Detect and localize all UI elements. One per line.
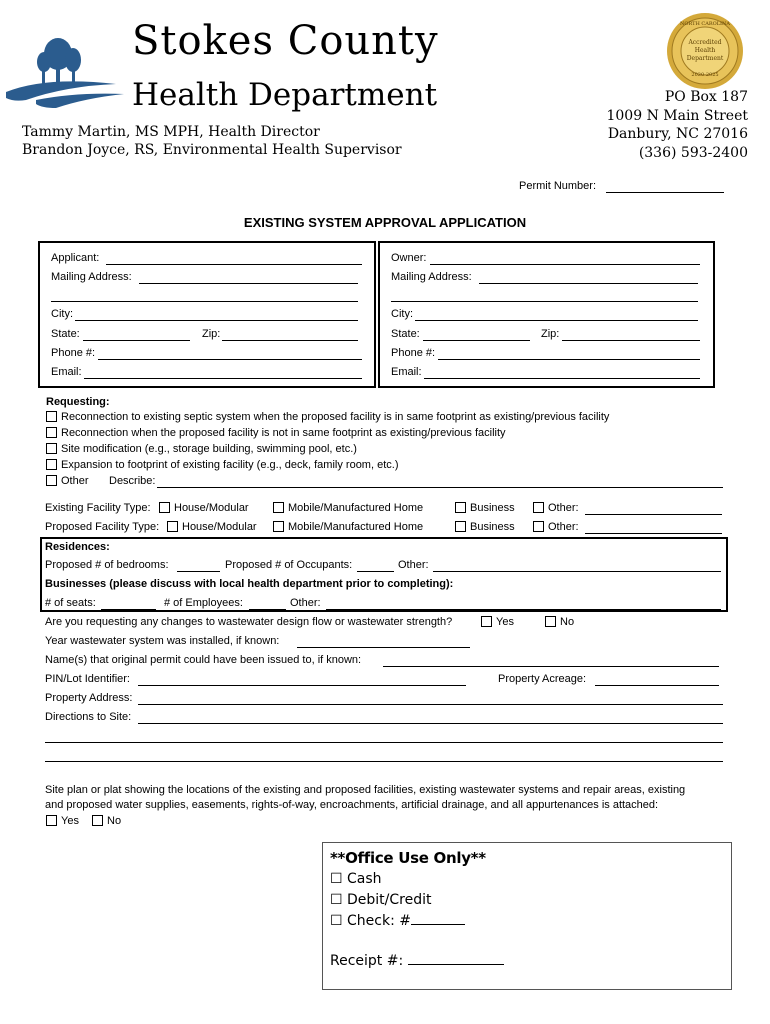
address-po-box: PO Box 187 [664,89,748,105]
request-option-4-checkbox[interactable] [46,459,57,470]
org-name-line1: Stokes County [132,18,439,64]
request-other-checkbox[interactable] [46,475,57,486]
applicant-email-field[interactable] [84,378,362,379]
owner-city-field[interactable] [415,320,698,321]
request-option-4-label: Expansion to footprint of existing facility (e.g., deck, family room, etc.) [61,459,399,471]
check-number-field[interactable] [411,914,465,925]
describe-label: Describe: [109,475,156,487]
applicant-mailing-field[interactable] [139,283,358,284]
cash-label: Cash [347,871,382,887]
check-checkbox[interactable]: ☐ [330,913,343,929]
debit-label: Debit/Credit [347,892,432,908]
employees-field[interactable] [249,609,286,610]
changes-no-label: No [560,616,575,628]
occupants-label: Proposed # of Occupants: [225,559,353,571]
owner-mailing-field[interactable] [479,283,698,284]
address-city: Danbury, NC 27016 [607,126,748,142]
applicant-email-label: Email: [51,366,82,378]
request-option-3-checkbox[interactable] [46,443,57,454]
existing-other-field[interactable] [585,514,722,515]
employees-label: # of Employees: [164,597,243,609]
request-option-1-checkbox[interactable] [46,411,57,422]
residences-other-field[interactable] [433,571,721,572]
seats-label: # of seats: [45,597,96,609]
cash-checkbox[interactable]: ☐ [330,871,343,887]
org-name-line2: Health Department [132,77,438,113]
health-department-logo [6,36,124,108]
site-plan-text-2: and proposed water supplies, easements, rights-of-way, encroachments, artificial drainage, and all appurtenances is attached: [45,799,659,811]
pin-field[interactable] [138,685,466,686]
applicant-phone-label: Phone #: [51,347,96,359]
existing-house-checkbox[interactable] [159,502,170,513]
describe-field[interactable] [157,487,723,488]
year-installed-field[interactable] [297,647,470,648]
owner-phone-field[interactable] [438,359,700,360]
bedrooms-label: Proposed # of bedrooms: [45,559,169,571]
owner-email-label: Email: [391,366,422,378]
proposed-house-label: House/Modular [182,521,257,533]
receipt-label: Receipt #: [330,953,404,969]
directions-label: Directions to Site: [45,711,132,723]
permit-number-field[interactable] [606,192,724,193]
site-plan-no-checkbox[interactable] [92,815,103,826]
proposed-business-checkbox[interactable] [455,521,466,532]
applicant-field[interactable] [106,264,362,265]
address-phone: (336) 593-2400 [638,144,748,161]
existing-other-label: Other: [548,502,579,514]
form-title: EXISTING SYSTEM APPROVAL APPLICATION [243,215,527,230]
occupants-field[interactable] [357,571,394,572]
address-block [606,88,748,162]
svg-text:Accredited: Accredited [688,39,722,46]
permit-number-label: Permit Number: [519,180,597,192]
acreage-label: Property Acreage: [498,673,587,685]
residences-box [40,537,728,612]
owner-field[interactable] [430,264,700,265]
director-line: Tammy Martin, MS MPH, Health Director [22,124,320,140]
year-installed-label: Year wastewater system was installed, if known: [45,635,280,647]
proposed-mobile-checkbox[interactable] [273,521,284,532]
changes-yes-checkbox[interactable] [481,616,492,627]
existing-mobile-checkbox[interactable] [273,502,284,513]
applicant-mailing-label: Mailing Address: [51,271,132,283]
office-use-title: **Office Use Only** [330,849,486,867]
owner-zip-field[interactable] [562,340,700,341]
proposed-house-checkbox[interactable] [167,521,178,532]
proposed-other-checkbox[interactable] [533,521,544,532]
seats-field[interactable] [101,609,156,610]
businesses-other-field[interactable] [326,609,721,610]
permit-names-label: Name(s) that original permit could have been issued to, if known: [45,654,362,666]
existing-facility-label: Existing Facility Type: [45,502,151,514]
changes-question-label: Are you requesting any changes to wastewater design flow or wastewater strength? [45,616,453,628]
proposed-other-field[interactable] [585,533,722,534]
property-address-field[interactable] [138,704,723,705]
acreage-field[interactable] [595,685,719,686]
proposed-mobile-label: Mobile/Manufactured Home [288,521,424,533]
owner-email-field[interactable] [424,378,700,379]
applicant-zip-label: Zip: [202,328,221,340]
applicant-city-label: City: [51,308,73,320]
businesses-other-label: Other: [290,597,321,609]
owner-label: Owner: [391,252,427,264]
residences-heading: Residences: [45,541,110,553]
svg-text:NORTH CAROLINA: NORTH CAROLINA [679,21,731,27]
directions-field-3[interactable] [45,761,723,762]
address-street: 1009 N Main Street [606,107,748,124]
existing-house-label: House/Modular [174,502,249,514]
site-plan-yes-checkbox[interactable] [46,815,57,826]
receipt-field[interactable] [408,954,504,965]
owner-mailing-field-2[interactable] [391,301,698,302]
existing-business-label: Business [470,502,515,514]
changes-no-checkbox[interactable] [545,616,556,627]
property-address-label: Property Address: [45,692,133,704]
applicant-mailing-field-2[interactable] [51,301,358,302]
request-option-1-label: Reconnection to existing septic system when the proposed facility is in same footprint as existing/previous facility [61,411,610,423]
applicant-state-label: State: [51,328,80,340]
svg-text:Department: Department [686,55,724,62]
site-plan-text-1: Site plan or plat showing the locations of the existing and proposed facilities, existing wastewater systems and repair areas, existing [45,784,686,796]
permit-names-field[interactable] [383,666,719,667]
svg-text:Health: Health [694,47,716,54]
request-option-2-label: Reconnection when the proposed facility is not in same footprint as existing/previous facility [61,427,506,439]
residences-other-label: Other: [398,559,429,571]
requesting-heading: Requesting: [46,396,110,408]
supervisor-line: Brandon Joyce, RS, Environmental Health Supervisor [22,142,402,158]
changes-yes-label: Yes [496,616,514,628]
owner-phone-label: Phone #: [391,347,436,359]
office-use-box [322,842,732,990]
owner-city-label: City: [391,308,413,320]
accreditation-seal [666,12,744,90]
svg-text:2020-2025: 2020-2025 [691,72,719,78]
owner-state-label: State: [391,328,420,340]
proposed-facility-label: Proposed Facility Type: [45,521,160,533]
directions-field-2[interactable] [45,742,723,743]
request-option-2-checkbox[interactable] [46,427,57,438]
directions-field[interactable] [138,723,723,724]
debit-checkbox[interactable]: ☐ [330,892,343,908]
pin-label: PIN/Lot Identifier: [45,673,130,685]
applicant-zip-field[interactable] [222,340,358,341]
existing-other-checkbox[interactable] [533,502,544,513]
owner-mailing-label: Mailing Address: [391,271,472,283]
applicant-city-field[interactable] [75,320,358,321]
proposed-other-label: Other: [548,521,579,533]
request-other-label: Other [61,475,89,487]
applicant-label: Applicant: [51,252,100,264]
bedrooms-field[interactable] [177,571,220,572]
owner-state-field[interactable] [423,340,530,341]
proposed-business-label: Business [470,521,515,533]
existing-mobile-label: Mobile/Manufactured Home [288,502,424,514]
owner-zip-label: Zip: [541,328,560,340]
site-plan-yes-label: Yes [61,815,79,827]
applicant-state-field[interactable] [83,340,190,341]
site-plan-no-label: No [107,815,122,827]
check-label: Check: # [347,913,411,929]
businesses-heading: Businesses (please discuss with local health department prior to completing): [45,578,454,590]
existing-business-checkbox[interactable] [455,502,466,513]
request-option-3-label: Site modification (e.g., storage building, swimming pool, etc.) [61,443,357,455]
applicant-phone-field[interactable] [98,359,362,360]
